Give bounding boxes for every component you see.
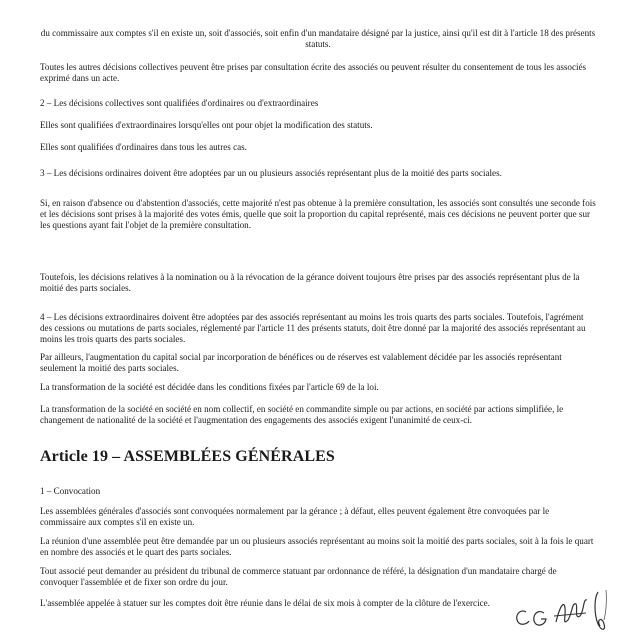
paragraph-capital-increase: Par ailleurs, l'augmentation du capital social par incorporation de bénéfices ou de réserves est valablement décidée par les associés représentant seulement la moitié des parts sociales. (40, 352, 562, 373)
paragraph-accounts-meeting: L'assemblée appelée à statuer sur les comptes doit être réunie dans le délai de six mois à compter de la clôture de l'exercice. (40, 598, 490, 608)
paragraph-gerance-nomination: Toutefois, les décisions relatives à la nomination ou à la révocation de la gérance doivent toujours être prises par des associés représentant plus de la moitié des parts sociales. (40, 272, 580, 293)
paragraph-second-consultation: Si, en raison d'absence ou d'abstention d'associés, cette majorité n'est pas obtenue à la première consultation, les associés sont consultés une seconde fois et les décisions sont prises à la majorité des votes émis, quelle que soit la proportion du capital représenté, mais ces décisions ne peuvent porter que sur les questions ayant fait l'objet de la première consultation. (40, 198, 596, 230)
paragraph-continuation: du commissaire aux comptes s'il en existe un, soit d'associés, soit enfin d'un mandataire désigné par la justice, ainsi qu'il est dit à l'article 18 des présents statuts. (40, 28, 596, 49)
paragraph-extraordinary-definition: Elles sont qualifiées d'extraordinaires lorsqu'elles ont pour objet la modification des statuts. (40, 120, 373, 130)
paragraph-meeting-request: La réunion d'une assemblée peut être demandée par un ou plusieurs associés représentant au moins soit la moitié des parts sociales, soit à la fois le quart en nombre des associés et le quart des parts sociales. (40, 536, 594, 557)
paragraph-court-mandatary: Tout associé peut demander au président du tribunal de commerce statuant par ordonnance de référé, la désignation d'un mandataire chargé de convoquer l'assemblée et de fixer son ordre du jour. (40, 566, 557, 587)
handwritten-signature (510, 586, 620, 636)
paragraph-written-consultation: Toutes les autres décisions collectives peuvent être prises par consultation écrite des associés ou peuvent résulter du consentement de tous les associés exprimé dans un acte. (40, 62, 587, 83)
subheading-convocation: 1 – Convocation (40, 486, 101, 496)
paragraph-convocation-gerance: Les assemblées générales d'associés sont convoquées normalement par la gérance ; à défaut, elles peuvent également être convoquées par le commissaire aux comptes s'il en existe un. (40, 506, 550, 527)
paragraph-ordinary-definition: Elles sont qualifiées d'ordinaires dans tous les autres cas. (40, 142, 247, 152)
paragraph-transformation-conditions: La transformation de la société est décidée dans les conditions fixées par l'article 69 de la loi. (40, 382, 379, 392)
paragraph-section-3-ordinary-majority: 3 – Les décisions ordinaires doivent être adoptées par un ou plusieurs associés représentant plus de la moitié des parts sociales. (40, 168, 502, 178)
article-19-heading: Article 19 – ASSEMBLÉES GÉNÉRALES (40, 448, 335, 465)
paragraph-transformation-unanimity: La transformation de la société en société en nom collectif, en société en commandite simple ou par actions, en société par actions simplifiée, le changement de nationalité de la société et l'augmentation des engagements des associés exigent l'unanimité de ceux-ci. (40, 404, 564, 425)
signature-icon (510, 586, 620, 636)
paragraph-section-2-title: 2 – Les décisions collectives sont qualifiées d'ordinaires ou d'extraordinaires (40, 98, 319, 108)
paragraph-section-4-extraordinary-majority: 4 – Les décisions extraordinaires doivent être adoptées par des associés représentant au moins les trois quarts des parts sociales. Toutefois, l'agrément des cessions ou mutations de parts sociales, réglementé par l'article 11 des présents statuts, doit être donné par la majorité des associés représentant au moins les trois quarts des parts sociales. (40, 312, 586, 344)
